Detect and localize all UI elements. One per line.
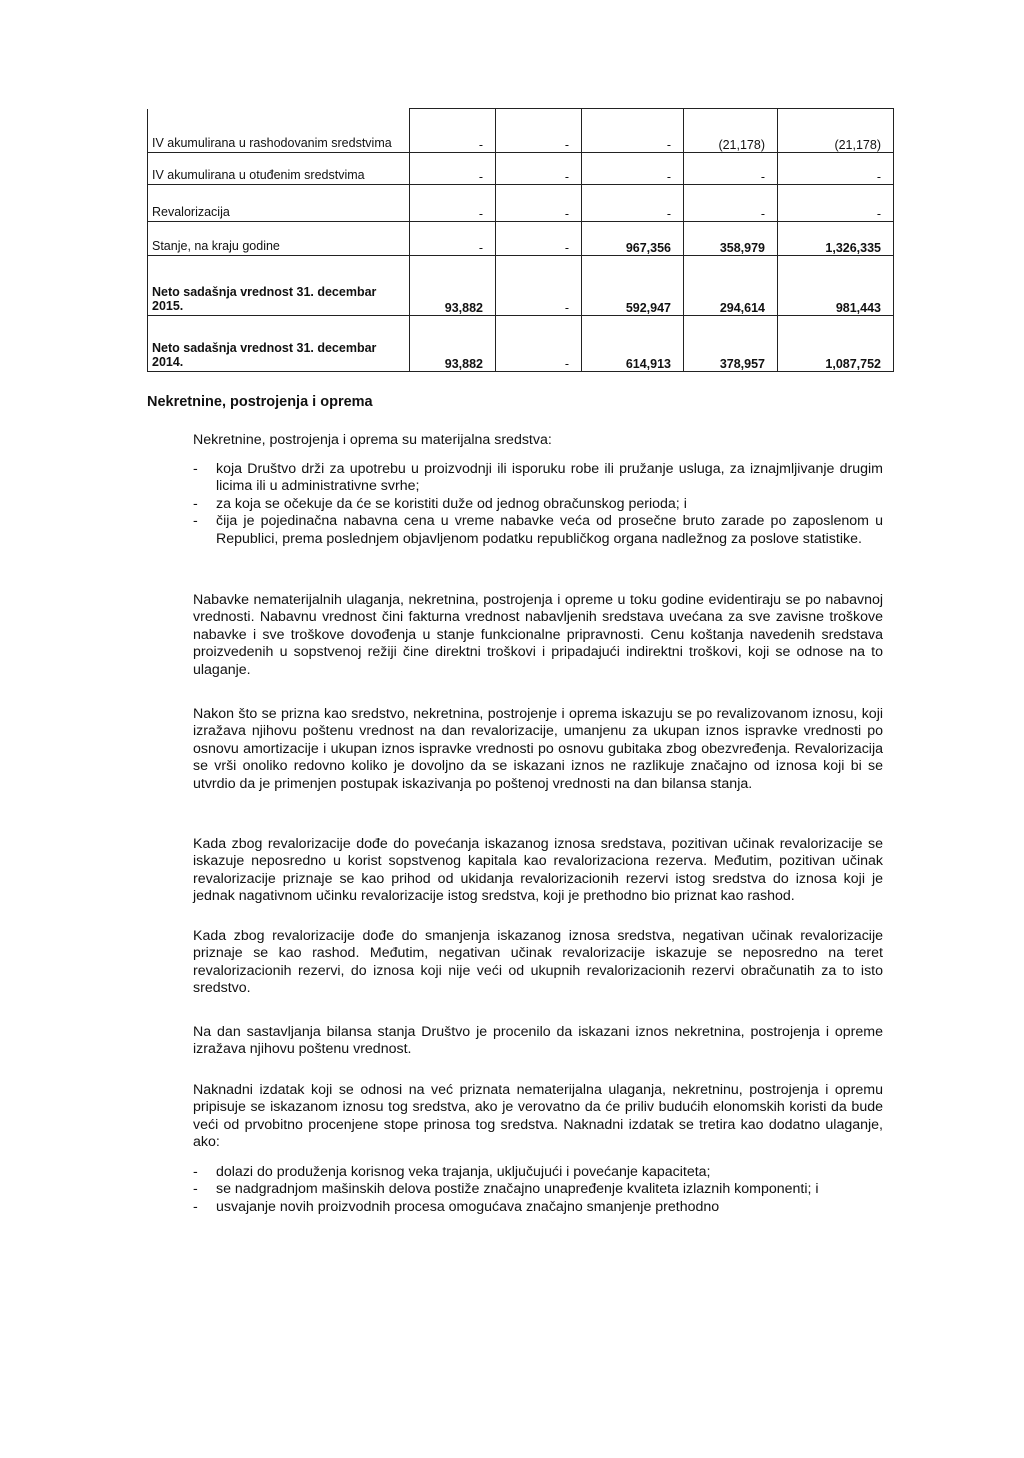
table-cell: 1,326,335 [778, 222, 894, 256]
table-cell: 1,087,752 [778, 316, 894, 372]
table-cell: - [410, 185, 496, 222]
table-cell: - [684, 153, 778, 185]
table-cell: - [410, 153, 496, 185]
list-item [193, 1181, 883, 1198]
table-cell: - [582, 109, 684, 153]
list-item [193, 1199, 883, 1216]
list-item-text: se nadgradnjom mašinskih delova postiže značajno unapređenje kvaliteta izlaznih komponenti; i [216, 1181, 819, 1198]
section-heading: Nekretnine, postrojenja i oprema [147, 394, 373, 410]
paragraph: Nakon što se prizna kao sredstvo, nekretnina, postrojenje i oprema iskazuju se po revalizovanom iznosu, koji izražava njihovu poštenu vrednost na dan revalorizacije, umanjenu za ukupan iznos ispravke vrednosti po osnovu amortizacije i ukupan iznos ispravke vrednosti po osnovu gubitaka zbog obezvređenja. Revalorizacija se vrši onoliko redovno koliko je dovoljno da se iskazani iznos ne razlikuje značajno od iznosa koji bi se utvrdio da je primenjen postupak iskazivanja po poštenoj vrednosti na dan bilansa stanja. [193, 706, 883, 792]
table-cell: - [496, 222, 582, 256]
list-dash: - [193, 1198, 198, 1215]
list-item-text: koja Društvo drži za upotrebu u proizvodnji ili isporuku robe ili pružanje usluga, za iznajmljivanje drugim licima ili u administrativne svrhe; [216, 461, 883, 495]
intro-paragraph: Nekretnine, postrojenja i oprema su materijalna sredstva: [193, 432, 552, 448]
list-item [193, 461, 883, 496]
table-row [148, 222, 894, 256]
table-cell: - [778, 185, 894, 222]
additional-investment-list [193, 1164, 883, 1216]
table-cell: 93,882 [410, 316, 496, 372]
table-cell: 614,913 [582, 316, 684, 372]
asset-criteria-list [193, 461, 883, 548]
table-cell: 358,979 [684, 222, 778, 256]
list-item [193, 496, 883, 513]
fixed-assets-table [147, 108, 894, 372]
table-cell: - [496, 153, 582, 185]
table-cell: - [582, 153, 684, 185]
table-cell: (21,178) [684, 109, 778, 153]
row-label: Neto sadašnja vrednost 31. decembar 2014. [148, 316, 410, 372]
table-cell: - [582, 185, 684, 222]
table-cell: - [684, 185, 778, 222]
paragraph: Naknadni izdatak koji se odnosi na već priznata nematerijalna ulaganja, nekretninu, postrojenja i opremu pripisuje se iskazanom iznosu tog sredstva, ako je verovatno da će priliv budućih elonomskih koristi da bude veći od prvobitno procenjene stope prinosa tog sredstva. Naknadni izdatak se tretira kao dodatno ulaganje, ako: [193, 1082, 883, 1151]
table-cell: - [496, 185, 582, 222]
table-cell: - [410, 222, 496, 256]
list-dash: - [193, 495, 198, 512]
list-dash: - [193, 1181, 198, 1198]
table-cell: 93,882 [410, 256, 496, 316]
table-cell: - [778, 153, 894, 185]
table-row [148, 256, 894, 316]
list-dash: - [193, 513, 198, 530]
table-cell: - [496, 316, 582, 372]
table-row [148, 153, 894, 185]
table-cell: 592,947 [582, 256, 684, 316]
row-label: Neto sadašnja vrednost 31. decembar 2015. [148, 256, 410, 316]
row-label: Revalorizacija [148, 185, 410, 222]
table-row [148, 185, 894, 222]
list-dash: - [193, 461, 198, 477]
list-item-text: za koja se očekuje da će se koristiti duže od jednog obračunskog perioda; i [216, 495, 687, 512]
row-label: Stanje, na kraju godine [148, 222, 410, 256]
table-row [148, 316, 894, 372]
paragraph: Kada zbog revalorizacije dođe do povećanja iskazanog iznosa sredstava, pozitivan učinak revalorizacije se iskazuje neposredno u korist sopstvenog kapitala kao revalorizaciona rezerva. Međutim, pozitivan učinak revalorizacije priznaje se kao prihod od ukidanja revalorizacionih rezervi istog sredstva do iznosa koji je jednak nagativnom učinku revalorizacije istog sredstva, koji je prethodno bio priznat kao rashod. [193, 836, 883, 905]
table-cell: (21,178) [778, 109, 894, 153]
table-row [148, 109, 894, 153]
list-item-text: usvajanje novih proizvodnih procesa omogućava značajno smanjenje prethodno [216, 1198, 720, 1215]
table-cell: - [410, 109, 496, 153]
table-cell: - [496, 256, 582, 316]
list-item [193, 1164, 883, 1181]
paragraph: Kada zbog revalorizacije dođe do smanjenja iskazanog iznosa sredstva, negativan učinak revalorizacije priznaje se kao rashod. Međutim, negativan učinak revalorizacije iskazuje se neposredno na teret revalorizacionih rezervi, do iznosa koji nije veći od ukupnih revalorizacionih rezervi obračunatih za to isto sredstvo. [193, 928, 883, 997]
list-item-text: dolazi do produženja korisnog veka trajanja, uključujući i povećanje kapaciteta; [216, 1164, 711, 1180]
table-cell: 294,614 [684, 256, 778, 316]
list-item [193, 513, 883, 548]
list-item-text: čija je pojedinačna nabavna cena u vreme nabavke veća od prosečne bruto zarade po zaposlenom u Republici, prema poslednjem objavljenom podatku republičkog organa nadležnog za poslove statistike. [216, 513, 883, 547]
paragraph: Na dan sastavljanja bilansa stanja Društvo je procenilo da iskazani iznos nekretnina, postrojenja i opreme izražava njihovu poštenu vrednost. [193, 1024, 883, 1058]
table-cell: - [496, 109, 582, 153]
table-cell: 967,356 [582, 222, 684, 256]
table-cell: 378,957 [684, 316, 778, 372]
row-label: IV akumulirana u otuđenim sredstvima [148, 153, 410, 185]
paragraph: Nabavke nematerijalnih ulaganja, nekretnina, postrojenja i opreme u toku godine evidentiraju se po nabavnoj vrednosti. Nabavnu vrednost čini fakturna vrednost nabavljenih sredstava uvećana za sve zavisne troškove nabavke i sve troškove dovođenja u stanje funkcionalne pripravnosti. Cenu koštanja navedenih sredstava proizvedenih u sopstvenoj režiji čine direktni troškovi i pripadajući indirektni troškovi, koji se odnose na to ulaganje. [193, 592, 883, 678]
list-dash: - [193, 1164, 198, 1180]
table-cell: 981,443 [778, 256, 894, 316]
row-label: IV akumulirana u rashodovanim sredstvima [148, 109, 410, 153]
